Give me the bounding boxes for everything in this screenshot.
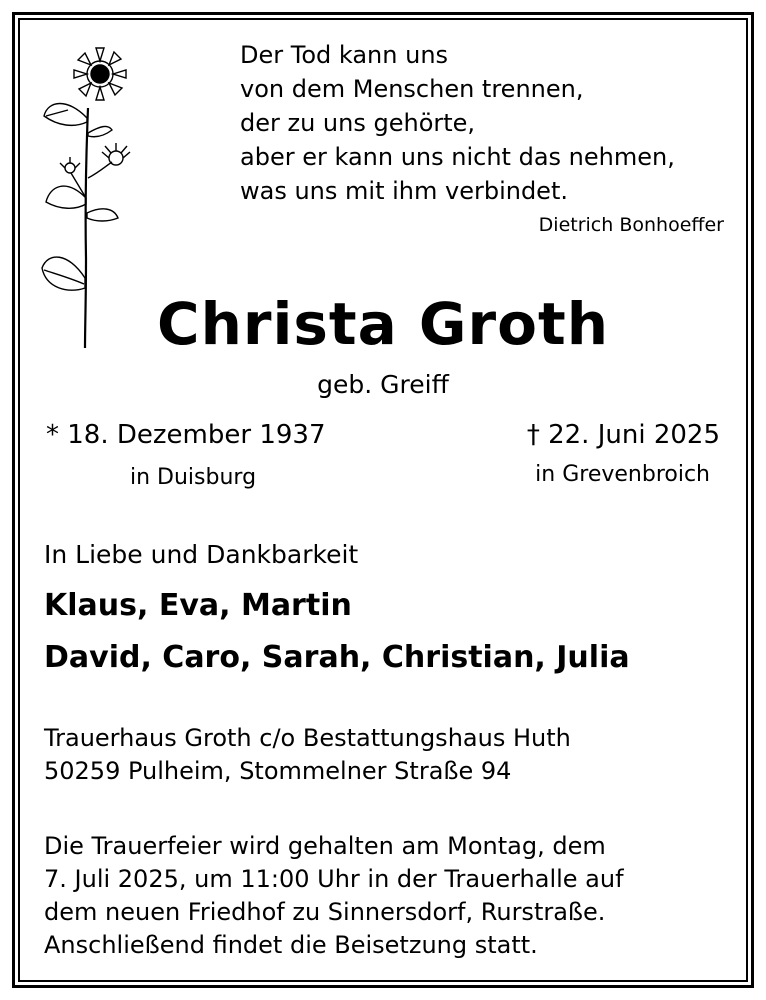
funeral-service-info: [44, 830, 624, 962]
service-line: Die Trauerfeier wird gehalten am Montag, dem: [44, 832, 606, 860]
poem-line: von dem Menschen trennen,: [240, 75, 584, 103]
mourners-line-1: Klaus, Eva, Martin: [44, 588, 352, 623]
service-line: Anschließend findet die Beisetzung statt.: [44, 931, 538, 959]
service-line: dem neuen Friedhof zu Sinnersdorf, Rurstraße.: [44, 898, 606, 926]
mourning-address: [44, 722, 571, 788]
birth-date: * 18. Dezember 1937: [46, 420, 326, 450]
address-line: Trauerhaus Groth c/o Bestattungshaus Huth: [44, 724, 571, 752]
death-date: † 22. Juni 2025: [526, 420, 720, 450]
service-line: 7. Juli 2025, um 11:00 Uhr in der Trauerhalle auf: [44, 865, 624, 893]
deceased-name: Christa Groth: [157, 290, 609, 358]
poem-line: aber er kann uns nicht das nehmen,: [240, 143, 675, 171]
poem-line: der zu uns gehörte,: [240, 109, 476, 137]
poem-author: Dietrich Bonhoeffer: [538, 214, 724, 236]
poem: [240, 38, 675, 208]
birth-place: in Duisburg: [130, 465, 257, 490]
mourners-line-2: David, Caro, Sarah, Christian, Julia: [44, 640, 630, 675]
poem-line: was uns mit ihm verbindet.: [240, 177, 568, 205]
poem-line: Der Tod kann uns: [240, 41, 449, 69]
address-line: 50259 Pulheim, Stommelner Straße 94: [44, 757, 512, 785]
maiden-name: geb. Greiff: [317, 370, 449, 399]
mourners-intro: In Liebe und Dankbarkeit: [44, 540, 359, 569]
death-place: in Grevenbroich: [535, 462, 710, 487]
